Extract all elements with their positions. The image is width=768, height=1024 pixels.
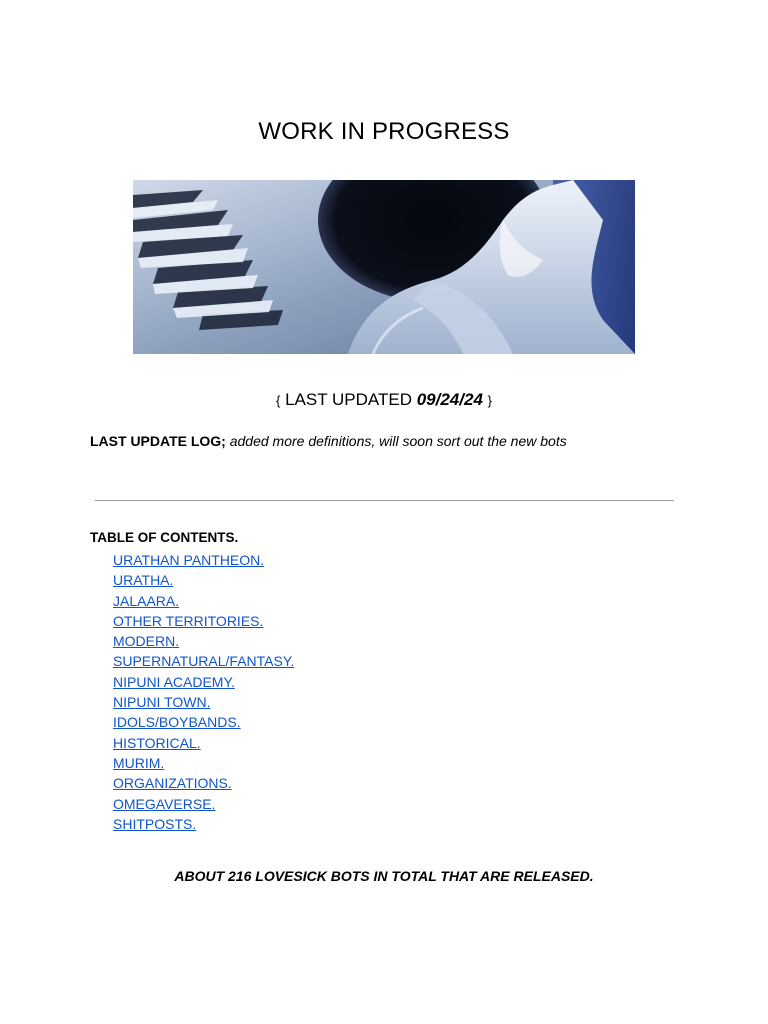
open-brace: { xyxy=(276,393,281,408)
toc-item xyxy=(113,794,294,814)
toc-item xyxy=(113,570,294,590)
toc-item xyxy=(113,692,294,712)
toc-link-shitposts[interactable]: SHITPOSTS. xyxy=(113,815,197,832)
toc-link-historical[interactable]: HISTORICAL. xyxy=(113,734,201,751)
toc-link-modern[interactable]: MODERN. xyxy=(113,633,180,650)
toc-link-murim[interactable]: MURIM. xyxy=(113,754,165,771)
toc-list xyxy=(113,550,294,834)
toc-link-other-territories[interactable]: OTHER TERRITORIES. xyxy=(113,612,264,629)
toc-item xyxy=(113,712,294,732)
last-updated-line xyxy=(0,390,768,410)
toc-heading: TABLE OF CONTENTS. xyxy=(90,530,239,545)
toc-link-jalaara[interactable]: JALAARA. xyxy=(113,592,180,609)
toc-item xyxy=(113,773,294,793)
toc-link-nipuni-academy[interactable]: NIPUNI ACADEMY. xyxy=(113,673,235,690)
toc-item xyxy=(113,611,294,631)
toc-item xyxy=(113,591,294,611)
toc-item xyxy=(113,733,294,753)
last-updated-label: LAST UPDATED xyxy=(285,390,412,409)
toc-item xyxy=(113,631,294,651)
toc-item xyxy=(113,651,294,671)
toc-link-omegaverse[interactable]: OMEGAVERSE. xyxy=(113,795,216,812)
toc-link-uratha[interactable]: URATHA. xyxy=(113,572,174,589)
horizontal-divider xyxy=(95,500,674,501)
total-bots-note: ABOUT 216 LOVESICK BOTS IN TOTAL THAT ARE RELEASED. xyxy=(174,868,594,884)
update-log-text: added more definitions, will soon sort out the new bots xyxy=(229,433,567,449)
update-log-label: LAST UPDATE LOG; xyxy=(90,433,226,449)
ice-sculpture-banner-image xyxy=(133,180,635,354)
toc-item xyxy=(113,672,294,692)
toc-link-idols-boybands[interactable]: IDOLS/BOYBANDS. xyxy=(113,714,241,731)
last-updated-date: 09/24/24 xyxy=(416,390,483,409)
page-title: WORK IN PROGRESS xyxy=(258,118,510,145)
toc-item xyxy=(113,550,294,570)
toc-link-organizations[interactable]: ORGANIZATIONS. xyxy=(113,775,232,792)
toc-item xyxy=(113,814,294,834)
toc-link-nipuni-town[interactable]: NIPUNI TOWN. xyxy=(113,694,211,711)
update-log xyxy=(90,433,567,449)
close-brace: } xyxy=(487,393,492,408)
toc-link-supernatural-fantasy[interactable]: SUPERNATURAL/FANTASY. xyxy=(113,653,295,670)
toc-link-urathan-pantheon[interactable]: URATHAN PANTHEON. xyxy=(113,552,265,568)
toc-item xyxy=(113,753,294,773)
